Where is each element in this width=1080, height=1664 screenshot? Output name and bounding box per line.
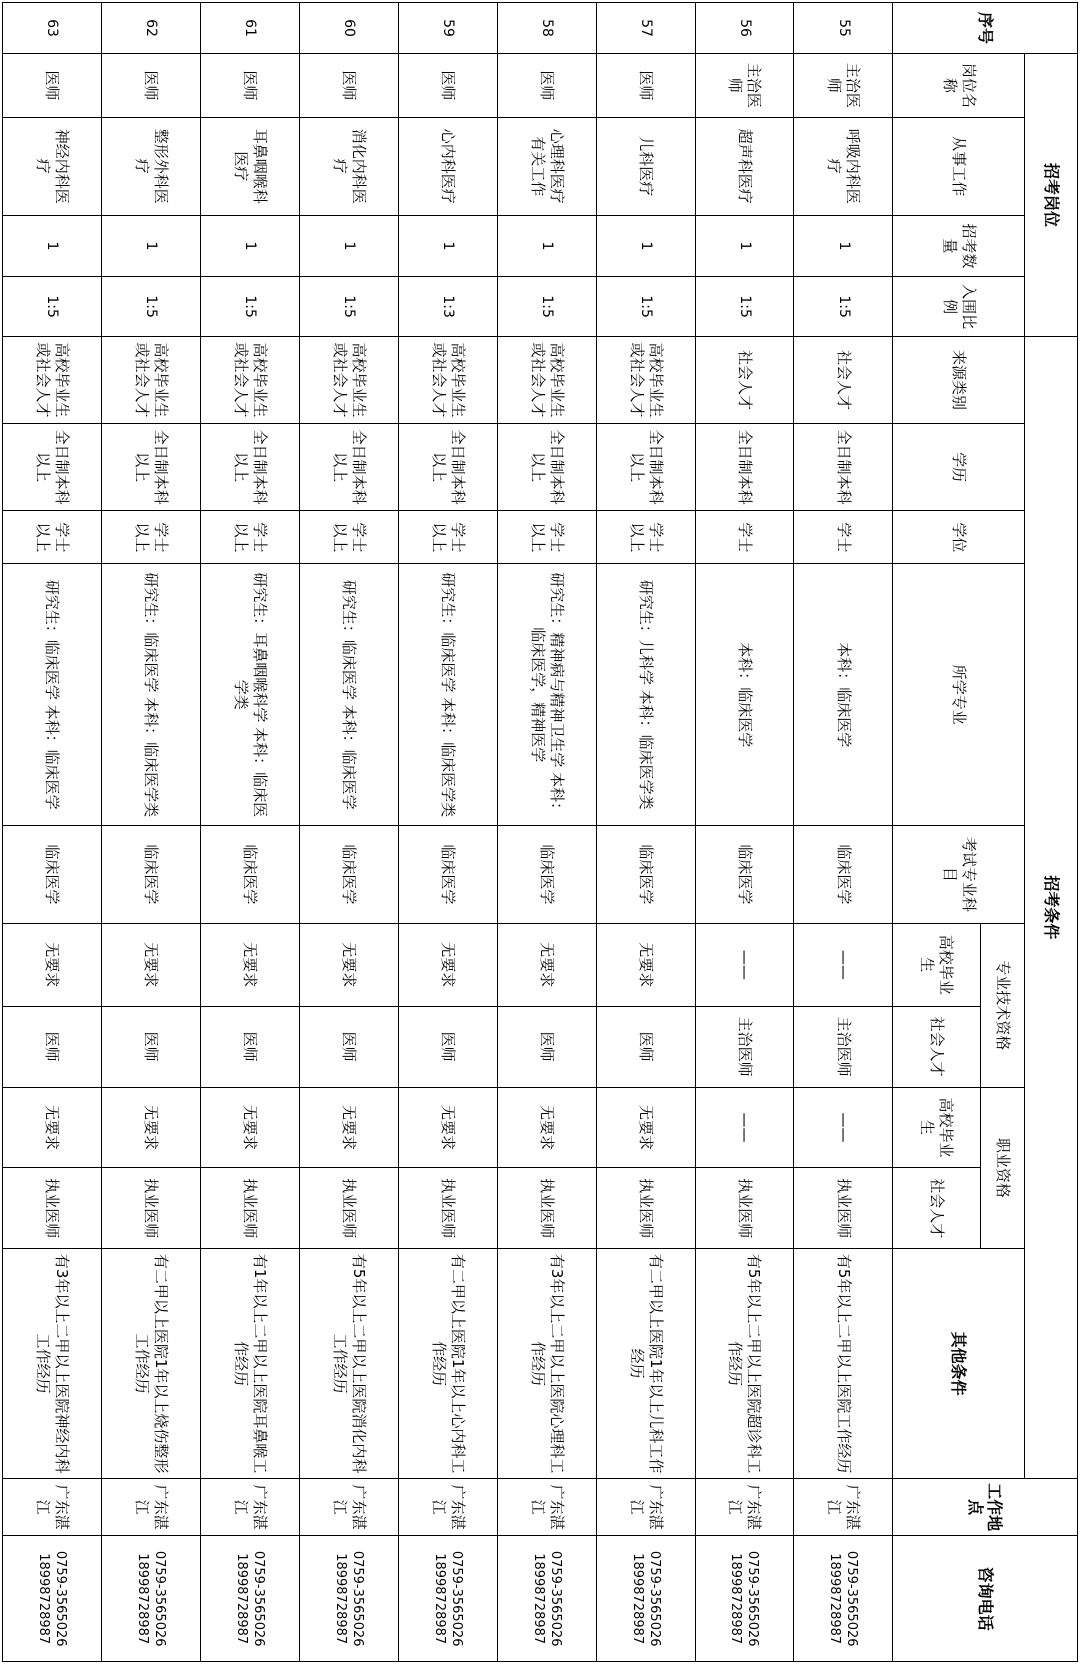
table-row [695,3,794,1662]
cell-phone: 0759-3565026 18998728987 [101,1536,200,1662]
cell-tech-social: 医师 [299,1006,398,1087]
header-tech-group: 专业技术资格 [980,923,1025,1087]
cell-exam: 临床医学 [200,826,299,924]
cell-tech-grad: 无要求 [101,923,200,1006]
cell-ratio: 1:5 [794,277,893,337]
cell-ratio: 1:5 [596,277,695,337]
cell-count: 1 [200,215,299,277]
cell-count: 1 [299,215,398,277]
cell-major: 研究生：临床医学 本科：临床医学 [3,564,102,826]
cell-tech-social: 医师 [398,1006,497,1087]
cell-education: 全日制本科 [695,424,794,511]
header-tech-social: 社会人才 [893,1006,980,1087]
cell-seq: 62 [101,3,200,54]
header-major: 所学专业 [893,564,1025,826]
cell-prof-grad: 无要求 [200,1087,299,1168]
cell-ratio: 1:5 [3,277,102,337]
header-seq: 序号 [893,3,1078,54]
cell-post: 医师 [596,54,695,118]
cell-ratio: 1:5 [695,277,794,337]
cell-tech-social: 医师 [497,1006,596,1087]
header-degree: 学位 [893,511,1025,564]
cell-tech-social: 医师 [3,1006,102,1087]
cell-tech-social: 医师 [200,1006,299,1087]
table-row [497,3,596,1662]
cell-prof-grad: 无要求 [596,1087,695,1168]
cell-source: 高校毕业生或社会人才 [398,336,497,423]
cell-exam: 临床医学 [497,826,596,924]
cell-ratio: 1:5 [497,277,596,337]
cell-education: 全日制本科以上 [101,424,200,511]
cell-degree: 学士以上 [101,511,200,564]
cell-major: 研究生：临床医学 本科：临床医学类 [101,564,200,826]
cell-degree: 学士以上 [299,511,398,564]
table-row [398,3,497,1662]
header-prof-social: 社会人才 [893,1168,980,1249]
cell-post: 医师 [200,54,299,118]
cell-tech-grad: 无要求 [3,923,102,1006]
cell-degree: 学士 [794,511,893,564]
cell-degree: 学士以上 [497,511,596,564]
cell-work: 超声科医疗 [695,117,794,215]
cell-tech-grad: 无要求 [398,923,497,1006]
cell-major: 研究生：精神病与精神卫生学 本科：临床医学，精神医学 [497,564,596,826]
cell-tech-grad: 无要求 [497,923,596,1006]
cell-exam: 临床医学 [695,826,794,924]
cell-count: 1 [3,215,102,277]
header-prof-group: 职业资格 [980,1087,1025,1249]
cell-seq: 59 [398,3,497,54]
cell-other: 有二甲以上医院1年以上心内科工作经历 [398,1249,497,1479]
cell-seq: 57 [596,3,695,54]
cell-exam: 临床医学 [101,826,200,924]
cell-tech-social: 医师 [101,1006,200,1087]
cell-phone: 0759-3565026 18998728987 [695,1536,794,1662]
cell-prof-grad: 无要求 [3,1087,102,1168]
cell-work: 心内科医疗 [398,117,497,215]
cell-prof-grad: 无要求 [497,1087,596,1168]
table-row [3,3,102,1662]
cell-phone: 0759-3565026 18998728987 [299,1536,398,1662]
cell-major: 研究生：儿科学 本科：临床医学类 [596,564,695,826]
cell-major: 本科：临床医学 [695,564,794,826]
cell-ratio: 1:5 [200,277,299,337]
cell-education: 全日制本科以上 [497,424,596,511]
cell-prof-grad: 无要求 [398,1087,497,1168]
cell-location: 广东湛江 [101,1478,200,1535]
cell-location: 广东湛江 [3,1478,102,1535]
cell-other: 有5年以上二甲以上医院超诊科工作经历 [695,1249,794,1479]
cell-other: 有1年以上二甲以上医院耳鼻喉工作经历 [200,1249,299,1479]
cell-other: 有5年以上二甲以上医院消化内科工作经历 [299,1249,398,1479]
cell-source: 高校毕业生或社会人才 [497,336,596,423]
header-prof-grad: 高校毕业生 [893,1087,980,1168]
cell-seq: 63 [3,3,102,54]
cell-work: 心理科医疗有关工作 [497,117,596,215]
cell-exam: 临床医学 [3,826,102,924]
cell-ratio: 1:3 [398,277,497,337]
cell-source: 社会人才 [695,336,794,423]
table-row [596,3,695,1662]
cell-seq: 56 [695,3,794,54]
cell-education: 全日制本科以上 [299,424,398,511]
cell-major: 本科：临床医学 [794,564,893,826]
cell-source: 高校毕业生或社会人才 [299,336,398,423]
table-row [299,3,398,1662]
cell-location: 广东湛江 [497,1478,596,1535]
cell-prof-social: 执业医师 [3,1168,102,1249]
cell-education: 全日制本科 [794,424,893,511]
header-phone: 咨询电话 [893,1536,1078,1662]
cell-phone: 0759-3565026 18998728987 [596,1536,695,1662]
cell-prof-grad: 无要求 [101,1087,200,1168]
cell-prof-grad: —— [695,1087,794,1168]
cell-post: 医师 [398,54,497,118]
table-row [200,3,299,1662]
cell-degree: 学士以上 [596,511,695,564]
cell-degree: 学士以上 [200,511,299,564]
cell-ratio: 1:5 [101,277,200,337]
cell-location: 广东湛江 [398,1478,497,1535]
cell-post: 主治医师 [794,54,893,118]
cell-exam: 临床医学 [794,826,893,924]
cell-education: 全日制本科以上 [200,424,299,511]
cell-post: 主治医师 [695,54,794,118]
cell-post: 医师 [299,54,398,118]
cell-exam: 临床医学 [596,826,695,924]
cell-prof-grad: 无要求 [299,1087,398,1168]
cell-other: 有3年以上二甲以上医院神经内科工作经历 [3,1249,102,1479]
cell-location: 广东湛江 [200,1478,299,1535]
cell-work: 神经内科医疗 [3,117,102,215]
cell-source: 高校毕业生或社会人才 [3,336,102,423]
header-location: 工作地点 [893,1478,1078,1535]
cell-work: 呼吸内科医疗 [794,117,893,215]
cell-count: 1 [101,215,200,277]
cell-tech-grad: 无要求 [596,923,695,1006]
header-source: 来源类别 [893,336,1025,423]
cell-post: 医师 [101,54,200,118]
cell-phone: 0759-3565026 18998728987 [398,1536,497,1662]
cell-work: 整形外科医疗 [101,117,200,215]
cell-work: 耳鼻咽喉科医疗 [200,117,299,215]
cell-location: 广东湛江 [794,1478,893,1535]
cell-exam: 临床医学 [299,826,398,924]
header-post-name: 岗位名称 [893,54,1025,118]
cell-count: 1 [497,215,596,277]
cell-tech-social: 医师 [596,1006,695,1087]
header-exam: 考试专业科目 [893,826,1025,924]
cell-education: 全日制本科以上 [3,424,102,511]
cell-seq: 55 [794,3,893,54]
cell-phone: 0759-3565026 18998728987 [497,1536,596,1662]
cell-degree: 学士以上 [398,511,497,564]
cell-prof-social: 执业医师 [596,1168,695,1249]
cell-degree: 学士以上 [3,511,102,564]
cell-phone: 0759-3565026 18998728987 [3,1536,102,1662]
table-row [794,3,893,1662]
cell-prof-social: 执业医师 [497,1168,596,1249]
table-row [101,3,200,1662]
cell-count: 1 [398,215,497,277]
cell-source: 高校毕业生或社会人才 [596,336,695,423]
cell-education: 全日制本科以上 [596,424,695,511]
cell-count: 1 [695,215,794,277]
header-education: 学历 [893,424,1025,511]
cell-seq: 58 [497,3,596,54]
header-group-post: 招考岗位 [1025,54,1078,337]
cell-count: 1 [794,215,893,277]
cell-education: 全日制本科以上 [398,424,497,511]
cell-other: 有5年以上二甲以上医院工作经历 [794,1249,893,1479]
cell-phone: 0759-3565026 18998728987 [794,1536,893,1662]
cell-prof-social: 执业医师 [200,1168,299,1249]
cell-other: 有二甲以上医院1年以上烧伤整形工作经历 [101,1249,200,1479]
cell-work: 儿科医疗 [596,117,695,215]
cell-seq: 61 [200,3,299,54]
header-tech-grad: 高校毕业生 [893,923,980,1006]
cell-work: 消化内科医疗 [299,117,398,215]
cell-prof-social: 执业医师 [794,1168,893,1249]
cell-prof-social: 执业医师 [398,1168,497,1249]
cell-degree: 学士 [695,511,794,564]
cell-major: 研究生：临床医学 本科：临床医学 [299,564,398,826]
cell-post: 医师 [497,54,596,118]
cell-prof-grad: —— [794,1087,893,1168]
cell-source: 社会人才 [794,336,893,423]
cell-exam: 临床医学 [398,826,497,924]
cell-prof-social: 执业医师 [101,1168,200,1249]
cell-location: 广东湛江 [695,1478,794,1535]
cell-location: 广东湛江 [299,1478,398,1535]
cell-location: 广东湛江 [596,1478,695,1535]
cell-major: 研究生：耳鼻咽喉科学 本科：临床医学类 [200,564,299,826]
cell-post: 医师 [3,54,102,118]
cell-prof-social: 执业医师 [299,1168,398,1249]
header-count: 招考数量 [893,215,1025,277]
cell-prof-social: 执业医师 [695,1168,794,1249]
header-other: 其他条件 [893,1249,1025,1479]
cell-other: 有二甲以上医院1年以上儿科工作经历 [596,1249,695,1479]
cell-tech-social: 主治医师 [695,1006,794,1087]
cell-seq: 60 [299,3,398,54]
cell-source: 高校毕业生或社会人才 [200,336,299,423]
cell-count: 1 [596,215,695,277]
header-work: 从事工作 [893,117,1025,215]
header-group-conditions: 招考条件 [1025,336,1078,1478]
cell-tech-grad: 无要求 [200,923,299,1006]
cell-source: 高校毕业生或社会人才 [101,336,200,423]
cell-tech-grad: —— [695,923,794,1006]
cell-ratio: 1:5 [299,277,398,337]
cell-other: 有3年以上二甲以上医院心理科工作经历 [497,1249,596,1479]
cell-major: 研究生：临床医学 本科：临床医学类 [398,564,497,826]
header-ratio: 入围比例 [893,277,1025,337]
recruitment-table [2,2,1078,1662]
cell-tech-social: 主治医师 [794,1006,893,1087]
cell-tech-grad: 无要求 [299,923,398,1006]
cell-tech-grad: —— [794,923,893,1006]
cell-phone: 0759-3565026 18998728987 [200,1536,299,1662]
